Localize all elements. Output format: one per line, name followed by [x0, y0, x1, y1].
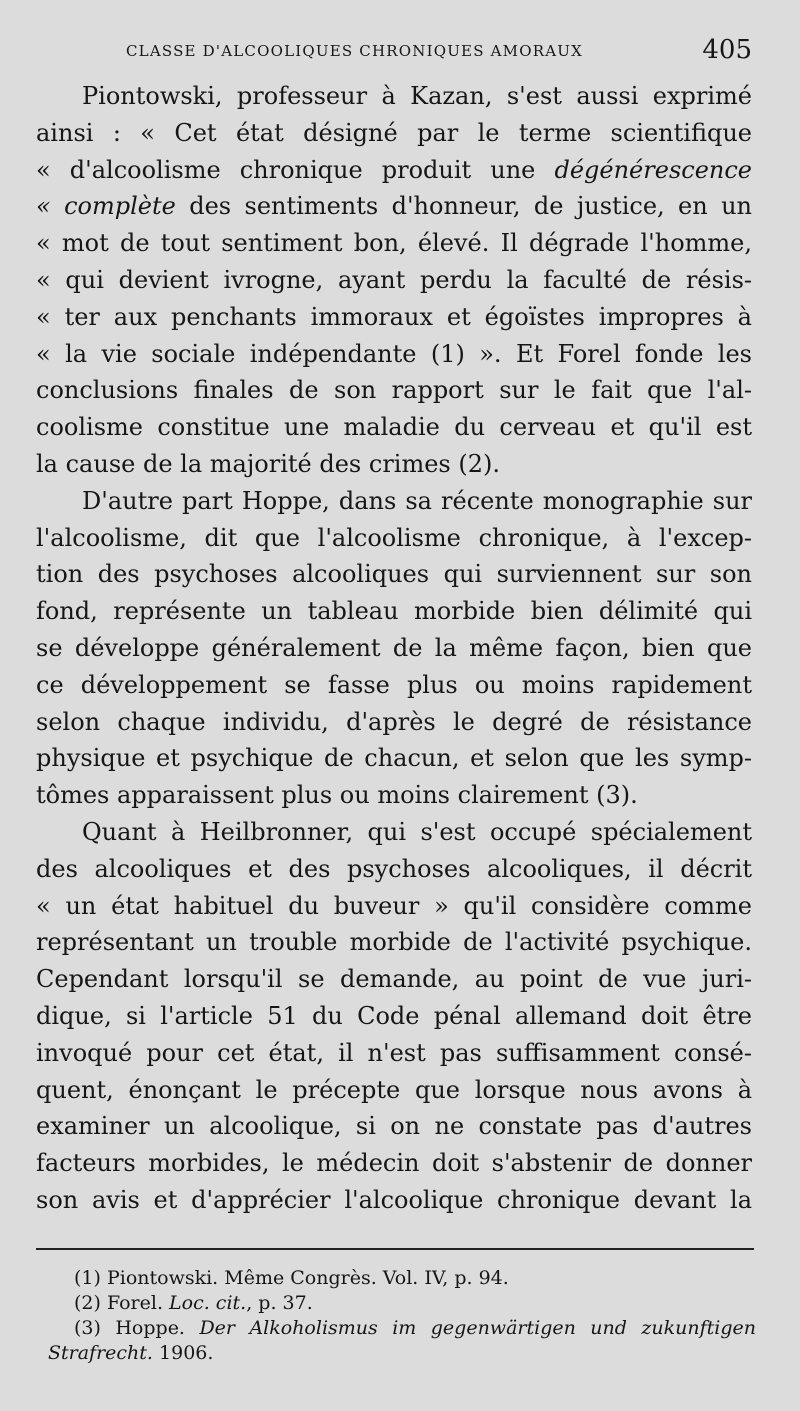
text-line: Quant à Heilbronner, qui s'est occupé spécialement — [82, 817, 752, 846]
text-line: Piontowski, professeur à Kazan, s'est aussi exprimé — [82, 82, 752, 110]
text-line: l'alcoolisme, dit que l'alcoolisme chronique, à l'excep- — [36, 523, 752, 552]
text-fragment: « d'alcoolisme chronique produit une — [36, 155, 536, 184]
footnote-author: (3) Hoppe. — [74, 1317, 185, 1339]
text-line: facteurs morbides, le médecin doit s'abstenir de donner — [36, 1149, 752, 1178]
text-line: tômes apparaissent plus ou moins clairement (3). — [36, 781, 638, 810]
text-line: quent, énonçant le précepte que lorsque nous avons à — [36, 1075, 752, 1104]
footnote-page: , p. 37. — [246, 1292, 313, 1314]
text-line: fond, représente un tableau morbide bien délimité qui — [36, 597, 752, 626]
text-line: examiner un alcoolique, si on ne constate pas d'autres — [36, 1112, 752, 1141]
text-line — [36, 188, 752, 225]
text-line: coolisme constitue une maladie du cerveau et qu'il est — [36, 413, 752, 442]
footnote-citation: Loc. cit. — [169, 1292, 247, 1314]
text-line: la cause de la majorité des crimes (2). — [36, 449, 500, 478]
page-number: 405 — [702, 35, 752, 65]
text-line: dique, si l'article 51 du Code pénal allemand doit être — [36, 1001, 752, 1030]
footnote-title: Der Alkoholismus im gegenwärtigen und zukunftigen — [199, 1317, 756, 1339]
text-line: « qui devient ivrogne, ayant perdu la faculté de résis- — [36, 265, 752, 294]
text-line: D'autre part Hoppe, dans sa récente monographie sur — [82, 486, 752, 515]
footnote-year: 1906. — [159, 1342, 214, 1364]
footnote-author: (2) Forel. — [74, 1292, 163, 1314]
running-title: CLASSE D'ALCOOLIQUES CHRONIQUES AMORAUX — [126, 42, 583, 60]
text-line: conclusions finales de son rapport sur le fait que l'al- — [36, 376, 752, 405]
text-line: « un état habituel du buveur » qu'il considère comme — [36, 891, 752, 920]
text-line: ainsi : « Cet état désigné par le terme scientifique — [36, 118, 752, 147]
text-line: « la vie sociale indépendante (1) ». Et Forel fonde les — [36, 339, 752, 368]
body-text — [36, 78, 752, 1219]
text-line: selon chaque individu, d'après le degré de résistance — [36, 707, 752, 736]
footnote-item — [48, 1341, 756, 1366]
text-line: invoqué pour cet état, il n'est pas suffisamment consé- — [36, 1038, 752, 1067]
text-line: physique et psychique de chacun, et selon que les symp- — [36, 744, 752, 773]
footnote-item: (1) Piontowski. Même Congrès. Vol. IV, p. 94. — [74, 1267, 509, 1289]
footnote-divider — [36, 1248, 754, 1250]
italic-term: dégénérescence — [554, 155, 752, 184]
footnotes — [48, 1266, 756, 1366]
italic-term: « complète — [36, 192, 176, 221]
text-line: Cependant lorsqu'il se demande, au point de vue juri- — [36, 965, 752, 994]
text-line — [36, 152, 752, 189]
text-line: des alcooliques et des psychoses alcooliques, il décrit — [36, 854, 752, 883]
text-line: ce développement se fasse plus ou moins rapidement — [36, 670, 752, 699]
text-line: son avis et d'apprécier l'alcoolique chronique devant la — [36, 1185, 752, 1214]
text-fragment: des sentiments d'honneur, de justice, en un — [189, 192, 753, 221]
text-line: représentant un trouble morbide de l'activité psychique. — [36, 928, 752, 957]
footnote-title: Strafrecht. — [48, 1342, 153, 1364]
running-header — [0, 34, 800, 74]
text-line: « ter aux penchants immoraux et égoïstes impropres à — [36, 302, 752, 331]
text-line: tion des psychoses alcooliques qui surviennent sur son — [36, 560, 752, 589]
footnote-item — [48, 1291, 756, 1316]
text-line: se développe généralement de la même façon, bien que — [36, 633, 752, 662]
text-line: « mot de tout sentiment bon, élevé. Il dégrade l'homme, — [36, 229, 752, 258]
footnote-item — [48, 1316, 756, 1341]
